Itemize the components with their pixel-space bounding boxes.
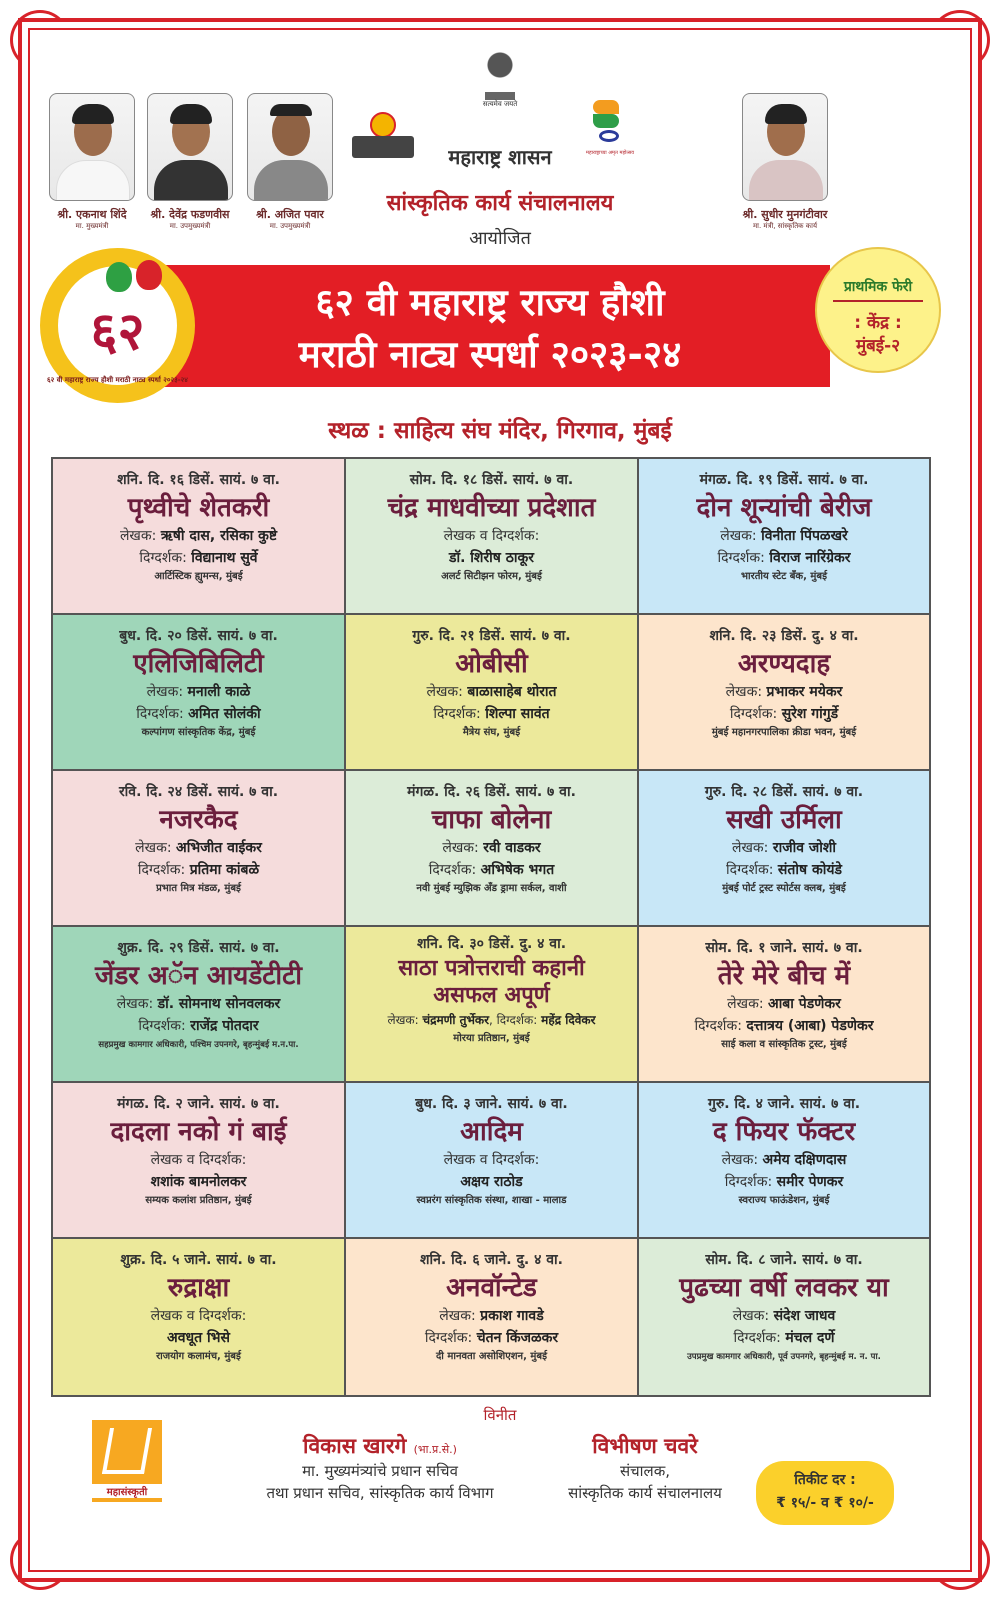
director-line: दिग्दर्शक: विद्यानाथ सुर्वे <box>139 550 258 566</box>
divider <box>833 300 923 302</box>
play-date: शनि. दि. ३० डिसें. दु. ४ वा. <box>416 936 567 952</box>
writer-line: लेखक: संदेश जाधव <box>732 1308 836 1324</box>
director-line: दिग्दर्शक: दत्तात्रय (आबा) पेडणेकर <box>694 1018 874 1034</box>
play-organisation: प्रभात मित्र मंडळ, मुंबई <box>156 883 241 894</box>
dignitary-card <box>140 93 240 231</box>
ticket-price-badge <box>756 1461 894 1525</box>
writer-line: लेखक: प्रभाकर मयेकर <box>725 684 843 700</box>
dignitary-role: मा. उपमुख्यमंत्री <box>269 222 311 230</box>
play-card <box>346 615 639 771</box>
corner-ornament-icon <box>930 1530 990 1590</box>
play-date: शनि. दि. ६ जाने. दु. ४ वा. <box>420 1252 563 1268</box>
writer-line: लेखक: प्रकाश गावडे <box>439 1308 544 1324</box>
dignitary-name: श्री. एकनाथ शिंदे <box>57 208 127 221</box>
play-card <box>346 927 639 1083</box>
director-line: दिग्दर्शक: समीर पेणकर <box>724 1174 844 1190</box>
play-organisation: अलर्ट सिटीझन फोरम, मुंबई <box>441 571 542 582</box>
competition-logo <box>40 248 195 403</box>
play-organisation: आर्टिस्टिक ह्युमन्स, मुंबई <box>154 571 243 582</box>
regards-label: विनीत <box>483 1406 517 1424</box>
avatar <box>147 93 233 201</box>
play-date: सोम. दि. १८ डिसें. सायं. ७ वा. <box>409 472 574 488</box>
corner-ornament-icon <box>10 1530 70 1590</box>
writer-line: लेखक: विनीता पिंपळखरे <box>720 528 848 544</box>
play-organisation: राजयोग कलामंच, मुंबई <box>156 1351 241 1362</box>
play-card <box>53 1239 346 1395</box>
play-title: नजरकैद <box>159 805 238 835</box>
emblem-motto: सत्यमेव जयते <box>482 100 518 108</box>
schedule-grid <box>51 457 931 1397</box>
play-organisation: मैत्रेय संघ, मुंबई <box>462 727 521 738</box>
play-title: चाफा बोलेना <box>431 805 552 835</box>
writer-line: लेखक: रवी वाडकर <box>442 840 541 856</box>
writer-director-label: लेखक व दिग्दर्शक: <box>443 1152 540 1168</box>
play-card <box>639 771 929 927</box>
play-title: अनवॉन्टेड <box>446 1273 537 1303</box>
dignitary-role: मा. उपमुख्यमंत्री <box>169 222 211 230</box>
comedy-mask-icon <box>106 262 132 292</box>
writer-line: लेखक: राजीव जोशी <box>731 840 837 856</box>
play-title: दादला नको गं बाई <box>110 1117 287 1147</box>
writer-line: लेखक: बाळासाहेब थोरात <box>426 684 557 700</box>
play-date: शनि. दि. १६ डिसें. सायं. ७ वा. <box>117 472 280 488</box>
logo-ring-text: ६२ वी महाराष्ट्र राज्य हौशी मराठी नाट्य स्पर्धा २०२३-२४ <box>47 376 188 384</box>
tragedy-mask-icon <box>136 260 162 290</box>
organised-label: आयोजित <box>469 228 531 249</box>
signatory-2 <box>530 1432 760 1504</box>
dignitary-name: श्री. देवेंद्र फडणवीस <box>150 208 230 221</box>
play-title: सखी उर्मिला <box>726 805 842 835</box>
corner-ornament-icon <box>10 10 70 70</box>
writer-line: लेखक: डॉ. सोमनाथ सोनवलकर <box>116 996 281 1012</box>
corner-ornament-icon <box>930 10 990 70</box>
signatory-designation: तथा प्रधान सचिव, सांस्कृतिक कार्य विभाग <box>266 1484 494 1502</box>
logo-number: ६२ <box>90 302 145 362</box>
play-date: बुध. दि. ३ जाने. सायं. ७ वा. <box>415 1096 568 1112</box>
writer-line: लेखक: मनाली काळे <box>146 684 251 700</box>
writer-line: लेखक: अमेय दक्षिणदास <box>721 1152 847 1168</box>
signatory-designation: सांस्कृतिक कार्य संचालनालय <box>568 1484 722 1502</box>
government-name: महाराष्ट्र शासन <box>448 145 552 169</box>
director-line: दिग्दर्शक: मंचल दर्णे <box>733 1330 835 1346</box>
play-card <box>53 1083 346 1239</box>
play-organisation: भारतीय स्टेट बँक, मुंबई <box>740 571 827 582</box>
writer-line: लेखक: आबा पेडणेकर <box>727 996 841 1012</box>
play-date: गुरु. दि. २८ डिसें. सायं. ७ वा. <box>704 784 864 800</box>
play-date: मंगळ. दि. २६ डिसें. सायं. ७ वा. <box>407 784 576 800</box>
play-date: शुक्र. दि. ५ जाने. सायं. ७ वा. <box>120 1252 277 1268</box>
dignitary-card <box>735 93 835 231</box>
play-title: रुद्राक्षा <box>167 1273 230 1303</box>
play-card <box>346 1083 639 1239</box>
writer-line: लेखक: ऋषी दास, रसिका कुष्टे <box>119 528 278 544</box>
avatar <box>742 93 828 201</box>
play-organisation: सम्यक कलांश प्रतिष्ठान, मुंबई <box>145 1195 252 1206</box>
ticket-label: तिकीट दर : <box>794 1472 856 1488</box>
writer-director-label: लेखक व दिग्दर्शक: <box>150 1152 247 1168</box>
play-organisation: मुंबई महानगरपालिका क्रीडा भवन, मुंबई <box>711 727 857 738</box>
banner-line-1: ६२ वी महाराष्ट्र राज्य हौशी <box>315 281 665 324</box>
logo-text: महासंस्कृती <box>92 1484 162 1498</box>
writer-director-label: लेखक व दिग्दर्शक: <box>443 528 540 544</box>
play-title: एलिजिबिलिटी <box>133 649 264 679</box>
play-date: बुध. दि. २० डिसें. सायं. ७ वा. <box>119 628 278 644</box>
play-card <box>346 1239 639 1395</box>
play-card <box>346 771 639 927</box>
play-title: साठा पत्रोत्तराची कहानी असफल अपूर्ण <box>398 956 585 1008</box>
play-date: शुक्र. दि. २९ डिसें. सायं. ७ वा. <box>117 940 280 956</box>
director-line: दिग्दर्शक: चेतन किंजळकर <box>424 1330 559 1346</box>
play-card <box>639 1239 929 1395</box>
dignitary-name: श्री. अजित पवार <box>256 208 324 221</box>
play-card <box>639 927 929 1083</box>
amrit-mahotsav-logo-icon: महाराष्ट्राच्या अमृत महोत्सव <box>585 100 635 160</box>
signatory-suffix: (भा.प्र.से.) <box>413 1443 457 1456</box>
play-card <box>53 771 346 927</box>
play-title: आदिम <box>460 1117 523 1147</box>
venue: स्थळ : साहित्य संघ मंदिर, गिरगाव, मुंबई <box>328 418 672 444</box>
title-banner <box>150 265 830 387</box>
banner-line-2: मराठी नाट्य स्पर्धा २०२३-२४ <box>298 333 682 376</box>
dignitary-role: मा. मुख्यमंत्री <box>75 222 109 230</box>
signatory-designation: मा. मुख्यमंत्र्यांचे प्रधान सचिव <box>302 1462 458 1480</box>
play-organisation: साई कला व सांस्कृतिक ट्रस्ट, मुंबई <box>721 1039 847 1050</box>
writer-director-line: लेखक: चंद्रमणी तुर्भेकर, दिग्दर्शक: महेंद्र दिवेकर <box>387 1013 596 1027</box>
mahasanskruti-logo-icon <box>92 1420 162 1502</box>
play-organisation: उपप्रमुख कामगार अधिकारी, पूर्व उपनगरे, बृहन्मुंबई म. न. पा. <box>687 1352 881 1362</box>
director-line: दिग्दर्शक: अभिषेक भगत <box>428 862 555 878</box>
writer-director-name: अवधूत भिसे <box>167 1330 230 1346</box>
play-title: अरण्यदाह <box>737 649 831 679</box>
maharashtra-seal-icon <box>352 96 414 160</box>
play-organisation: मोरया प्रतिष्ठान, मुंबई <box>453 1033 530 1044</box>
ticket-price: ₹ १५/- व ₹ १०/- <box>776 1495 874 1511</box>
play-card <box>639 459 929 615</box>
play-card <box>639 615 929 771</box>
center-name: मुंबई-२ <box>855 336 901 356</box>
writer-director-name: डॉ. शिरीष ठाकूर <box>448 550 534 566</box>
director-line: दिग्दर्शक: सुरेश गांगुर्डे <box>729 706 839 722</box>
play-organisation: मुंबई पोर्ट ट्रस्ट स्पोर्टस क्लब, मुंबई <box>722 883 846 894</box>
play-organisation: स्वप्नरंग सांस्कृतिक संस्था, शाखा - मालाड <box>416 1195 567 1206</box>
dignitary-card <box>47 93 137 231</box>
avatar <box>247 93 333 201</box>
signatory-name: विभीषण चवरे <box>592 1434 698 1458</box>
play-organisation: स्वराज्य फाऊंडेशन, मुंबई <box>738 1195 830 1206</box>
dignitary-role: मा. मंत्री, सांस्कृतिक कार्य <box>752 222 818 230</box>
play-title: चंद्र माधवीच्या प्रदेशात <box>387 493 596 523</box>
play-title: द फियर फॅक्टर <box>712 1117 856 1147</box>
writer-director-name: शशांक बामनोलकर <box>150 1174 247 1190</box>
writer-line: लेखक: अभिजीत वाईकर <box>135 840 262 856</box>
national-emblem-icon <box>470 50 530 120</box>
avatar <box>49 93 135 201</box>
round-badge <box>815 247 941 373</box>
writer-director-label: लेखक व दिग्दर्शक: <box>150 1308 247 1324</box>
play-organisation: नवी मुंबई म्युझिक अँड ड्रामा सर्कल, वाशी <box>416 883 567 894</box>
writer-director-name: अक्षय राठोड <box>460 1174 523 1190</box>
director-line: दिग्दर्शक: प्रतिमा कांबळे <box>137 862 260 878</box>
director-line: दिग्दर्शक: विराज नारिंग्रेकर <box>717 550 851 566</box>
center-label: : केंद्र : <box>854 313 902 333</box>
play-date: रवि. दि. २४ डिसें. सायं. ७ वा. <box>118 784 279 800</box>
play-title: पुढच्या वर्षी लवकर या <box>679 1273 889 1303</box>
play-card <box>53 615 346 771</box>
play-date: गुरु. दि. २१ डिसें. सायं. ७ वा. <box>412 628 571 644</box>
department-name: सांस्कृतिक कार्य संचालनालय <box>386 191 614 216</box>
play-date: मंगळ. दि. २ जाने. सायं. ७ वा. <box>117 1096 280 1112</box>
signatory-name: विकास खारगे <box>303 1434 407 1458</box>
play-organisation: दी मानवता असोशिएशन, मुंबई <box>436 1351 547 1362</box>
signatory-designation: संचालक, <box>619 1462 670 1480</box>
play-date: सोम. दि. ८ जाने. सायं. ७ वा. <box>705 1252 863 1268</box>
play-card <box>53 459 346 615</box>
play-card <box>53 927 346 1083</box>
play-date: सोम. दि. १ जाने. सायं. ७ वा. <box>705 940 863 956</box>
round-label: प्राथमिक फेरी <box>843 279 913 295</box>
director-line: दिग्दर्शक: संतोष कोयंडे <box>726 862 842 878</box>
play-title: पृथ्वीचे शेतकरी <box>127 493 270 523</box>
play-card <box>346 459 639 615</box>
signatory-1 <box>230 1432 530 1504</box>
play-title: दोन शून्यांची बेरीज <box>696 493 872 523</box>
director-line: दिग्दर्शक: शिल्पा सावंत <box>433 706 550 722</box>
play-card <box>639 1083 929 1239</box>
play-date: मंगळ. दि. १९ डिसें. सायं. ७ वा. <box>699 472 869 488</box>
director-line: दिग्दर्शक: राजेंद्र पोतदार <box>138 1018 259 1034</box>
play-organisation: सहप्रमुख कामगार अधिकारी, पश्चिम उपनगरे, बृहन्मुंबई म.न.पा. <box>98 1040 299 1050</box>
play-date: गुरु. दि. ४ जाने. सायं. ७ वा. <box>707 1096 861 1112</box>
play-title: जेंडर अॅन आयडेंटीटी <box>95 961 302 991</box>
dignitary-name: श्री. सुधीर मुनगंटीवार <box>742 208 828 221</box>
play-organisation: कल्पांगण सांस्कृतिक केंद्र, मुंबई <box>141 727 256 738</box>
director-line: दिग्दर्शक: अमित सोलंकी <box>136 706 261 722</box>
play-title: ओबीसी <box>455 649 528 679</box>
play-date: शनि. दि. २३ डिसें. दु. ४ वा. <box>709 628 859 644</box>
play-title: तेरे मेरे बीच में <box>717 961 851 991</box>
